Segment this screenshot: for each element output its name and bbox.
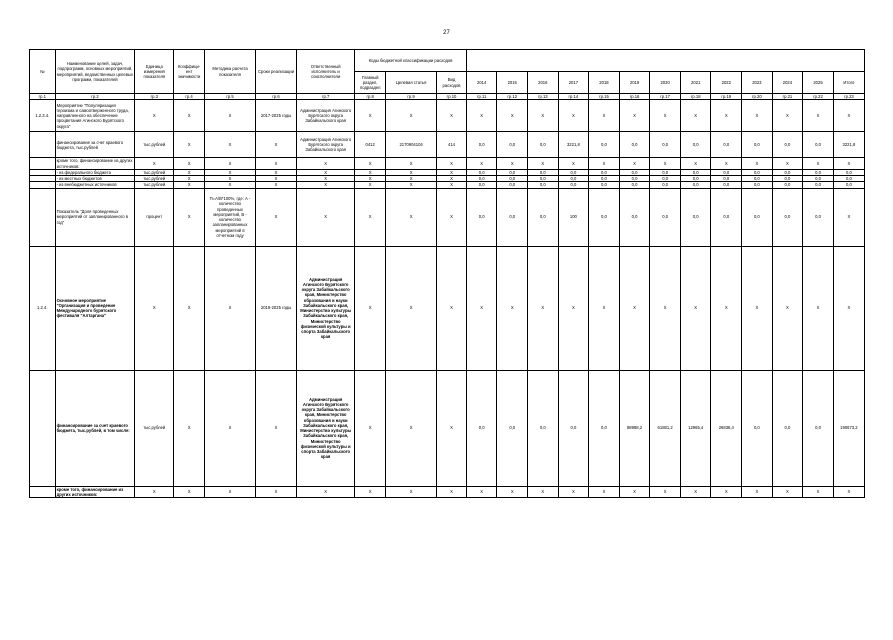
column-number-cell: гр.8 (355, 94, 386, 100)
table-cell: 0,0 (497, 169, 528, 175)
table-cell: Х (386, 188, 437, 246)
table-cell: Х (437, 100, 467, 132)
table-row (30, 486, 865, 498)
column-number-cell: гр.10 (437, 94, 467, 100)
table-cell: Х (619, 486, 650, 498)
table-cell: 0,0 (772, 188, 803, 246)
col-header-year: 2015 (497, 72, 528, 94)
table-cell: Х (355, 100, 386, 132)
table-cell: 0,0 (589, 188, 620, 246)
table-cell: Х (135, 158, 174, 170)
table-cell: тыс.рублей (135, 176, 174, 182)
column-number-cell: гр.13 (528, 94, 559, 100)
table-cell: Х (803, 246, 834, 370)
table-cell: 0,0 (528, 182, 559, 188)
table-cell: 0,0 (619, 188, 650, 246)
table-cell: Х (650, 246, 681, 370)
table-cell: 0,0 (803, 182, 834, 188)
table-cell: Администрация Агинского Бурятского округа Забайкальского края (297, 100, 355, 132)
table-cell: Х (135, 486, 174, 498)
table-cell: Х (174, 169, 205, 175)
col-header-year: 2019 (619, 72, 650, 94)
table-cell: 0,0 (803, 169, 834, 175)
table-cell: 0,0 (497, 176, 528, 182)
table-cell: Х (297, 182, 355, 188)
table-cell: 0,0 (650, 176, 681, 182)
table-cell: 3221,8 (833, 132, 864, 158)
table-cell: 1.2.3.4. (30, 100, 56, 132)
table-cell: Х (204, 176, 255, 182)
table-cell: Х (174, 100, 205, 132)
table-cell: Х (386, 100, 437, 132)
col-header-coef: Коэффици-ент значимости (174, 50, 205, 94)
table-cell: 0,0 (803, 370, 834, 486)
table-cell: Х (497, 158, 528, 170)
table-cell: Х (833, 158, 864, 170)
table-row (30, 188, 865, 246)
table-cell: Х (437, 169, 467, 175)
col-header-year: 2023 (742, 72, 773, 94)
table-cell: Х (466, 158, 497, 170)
table-cell: Х (742, 246, 773, 370)
table-cell: 0,0 (742, 176, 773, 182)
table-cell: 0,0 (833, 176, 864, 182)
table-cell: 61881,2 (650, 370, 681, 486)
col-header-total: Итого (833, 72, 864, 94)
table-cell: Х (256, 182, 297, 188)
col-header-year: 2021 (680, 72, 711, 94)
table-cell: 26838,4 (711, 370, 742, 486)
table-cell: 414 (437, 132, 467, 158)
table-cell: Х (204, 100, 255, 132)
table-cell: 0,0 (803, 188, 834, 246)
table-cell: Х (386, 158, 437, 170)
table-cell: Х (558, 246, 589, 370)
table-cell: Х (256, 370, 297, 486)
column-number-cell: гр.21 (772, 94, 803, 100)
table-cell: Х (297, 158, 355, 170)
table-cell: 0,0 (528, 188, 559, 246)
table-cell: Х (497, 246, 528, 370)
table-cell: 0,0 (772, 132, 803, 158)
column-number-cell: гр.14 (558, 94, 589, 100)
table-cell: Х (650, 158, 681, 170)
table-cell: 0,0 (466, 370, 497, 486)
table-cell: 0,0 (742, 182, 773, 188)
table-cell: Х (528, 486, 559, 498)
table-cell: Х (437, 486, 467, 498)
table-cell: Х (803, 486, 834, 498)
table-cell: Х (204, 182, 255, 188)
table-cell: Х (711, 100, 742, 132)
table-cell (30, 188, 56, 246)
table-cell: Х (355, 486, 386, 498)
table-cell: 0,0 (528, 132, 559, 158)
table-cell: Х (650, 486, 681, 498)
table-cell: Х (386, 486, 437, 498)
table-row (30, 132, 865, 158)
table-cell: Х (174, 370, 205, 486)
table-cell: Х (497, 100, 528, 132)
col-header-method: Методика расчета показателя (204, 50, 255, 94)
column-number-cell: гр.2 (55, 94, 135, 100)
table-cell: Х (437, 182, 467, 188)
table-cell (30, 158, 56, 170)
table-cell: 0,0 (680, 182, 711, 188)
table-cell: процент (135, 188, 174, 246)
table-row (30, 246, 865, 370)
table-cell: 0,0 (466, 132, 497, 158)
table-cell: Х (711, 486, 742, 498)
col-header-term: Сроки реализации (256, 50, 297, 94)
column-number-cell: гр.6 (256, 94, 297, 100)
table-cell: Х (256, 486, 297, 498)
table-cell: Х (772, 100, 803, 132)
table-cell: 0,0 (558, 176, 589, 182)
column-number-cell: гр.19 (711, 94, 742, 100)
table-cell: 0,0 (619, 132, 650, 158)
table-cell: 0,0 (589, 132, 620, 158)
col-header-razdel: Главный раздел, подраздел (355, 72, 386, 94)
table-cell: тыс.рублей (135, 169, 174, 175)
table-cell (30, 370, 56, 486)
table-cell: Х (466, 246, 497, 370)
table-cell: 0,0 (742, 370, 773, 486)
table-cell: 2170904104 (386, 132, 437, 158)
row-label-cell: финансирование за счет краевого бюджета, тыс.рублей, в том числе: (55, 370, 135, 486)
row-label-cell: - из федерального бюджета (55, 169, 135, 175)
table-cell: Х (437, 176, 467, 182)
table-cell: 0,0 (742, 132, 773, 158)
table-cell: Х (803, 158, 834, 170)
table-cell: Х (558, 100, 589, 132)
table-cell: 0,0 (589, 176, 620, 182)
table-cell: Х (174, 158, 205, 170)
row-label-cell: кроме того, финансирование из других источников: (55, 486, 135, 498)
row-label-cell: Основное мероприятие "Организация и проведение Международного бурятского фестиваля "Алтаргана" (55, 246, 135, 370)
table-cell: Х (174, 246, 205, 370)
table-cell: 0,0 (711, 182, 742, 188)
table-cell: Х (256, 188, 297, 246)
table-cell: Х (386, 182, 437, 188)
table-cell: 0,0 (558, 182, 589, 188)
table-cell: Х (680, 158, 711, 170)
table-cell: Х (204, 246, 255, 370)
table-cell: Х (386, 176, 437, 182)
column-number-cell: гр.7 (297, 94, 355, 100)
table-cell: 0412 (355, 132, 386, 158)
col-header-year: 2025 (803, 72, 834, 94)
table-cell: Администрация Агинского Бурятского округа Забайкальского края, Министерство образования и науки Забайкальского края, Министерство культуры Забайкальского края, Министерство физической культуры и спорта Забайкальского края (297, 246, 355, 370)
table-cell: 0,0 (680, 176, 711, 182)
table-cell (30, 486, 56, 498)
table-cell: 0,0 (528, 169, 559, 175)
table-cell: Х (589, 486, 620, 498)
table-cell: Х (528, 246, 559, 370)
col-header-years-empty (466, 50, 864, 72)
table-cell: 0,0 (497, 370, 528, 486)
table-cell: 0,0 (772, 182, 803, 188)
table-cell: 0,0 (466, 176, 497, 182)
column-number-cell: гр.11 (466, 94, 497, 100)
column-number-cell: гр.20 (742, 94, 773, 100)
table-cell: 0,0 (680, 132, 711, 158)
table-cell: 0,0 (803, 176, 834, 182)
table-cell: Х (437, 246, 467, 370)
table-cell: Х (174, 188, 205, 246)
table-cell: Х (437, 158, 467, 170)
table-cell: Администрация Агинского Бурятского округа Забайкальского края (297, 132, 355, 158)
table-cell: Х (680, 486, 711, 498)
table-cell: Х (135, 246, 174, 370)
table-cell: 0,0 (711, 169, 742, 175)
row-label-cell: - из местных бюджетов (55, 176, 135, 182)
table-row (30, 370, 865, 486)
table-cell: Х (204, 486, 255, 498)
table-cell (30, 132, 56, 158)
table-cell: Х (803, 100, 834, 132)
table-cell: Х (256, 169, 297, 175)
table-cell: Х (386, 370, 437, 486)
table-cell: Х (466, 486, 497, 498)
col-header-year: 2014 (466, 72, 497, 94)
table-cell: 0,0 (497, 132, 528, 158)
table-cell: Х (256, 176, 297, 182)
col-header-kbk: Коды бюджетной классификации расходов (355, 50, 467, 72)
table-cell: 0,0 (619, 169, 650, 175)
col-header-unit: Единица измерения показателя (135, 50, 174, 94)
table-cell: 0,0 (619, 176, 650, 182)
table-cell: 0,0 (558, 370, 589, 486)
table-cell: Х (437, 370, 467, 486)
table-cell: Х (355, 370, 386, 486)
col-header-year: 2024 (772, 72, 803, 94)
table-cell: 0,0 (466, 169, 497, 175)
table-cell: Х (466, 100, 497, 132)
table-cell: Х (833, 486, 864, 498)
table-cell: Х (174, 132, 205, 158)
table-cell: 0,0 (680, 169, 711, 175)
table-cell: 0,0 (711, 176, 742, 182)
table-cell: Х (619, 100, 650, 132)
table-cell: Администрация Агинского Бурятского округа Забайкальского края, Министерство образования и науки Забайкальского края, Министерство культуры Забайкальского края, Министерство физической культуры и спорта Забайкальского края (297, 370, 355, 486)
table-cell: Х (355, 158, 386, 170)
table-cell: Х (772, 158, 803, 170)
page-number: 27 (443, 30, 450, 36)
table-cell: 0,0 (772, 370, 803, 486)
table-cell: Х (256, 132, 297, 158)
table-cell: Х (833, 100, 864, 132)
table-cell: Х (174, 182, 205, 188)
table-cell: Х (174, 176, 205, 182)
table-cell: 0,0 (650, 132, 681, 158)
table-cell: Х (204, 370, 255, 486)
row-label-cell: Показатель "Доля проведенных мероприятий от запланированного в год" (55, 188, 135, 246)
table-cell: 0,0 (558, 169, 589, 175)
column-number-cell: гр.4 (174, 94, 205, 100)
col-header-year: 2018 (589, 72, 620, 94)
col-header-year: 2022 (711, 72, 742, 94)
table-cell: 190673,2 (833, 370, 864, 486)
col-header-year: 2016 (528, 72, 559, 94)
table-cell: Х (355, 176, 386, 182)
column-number-cell: гр.9 (386, 94, 437, 100)
table-cell: тыс.рублей (135, 370, 174, 486)
table-cell: Х (833, 188, 864, 246)
table-cell: 0,0 (772, 169, 803, 175)
col-header-vid: Вид расходов (437, 72, 467, 94)
table-cell: 0,0 (466, 188, 497, 246)
table-cell: 0,0 (711, 132, 742, 158)
table-cell: 0,0 (742, 188, 773, 246)
table-cell: Х (589, 100, 620, 132)
column-number-cell: гр.18 (680, 94, 711, 100)
table-cell: 12965,4 (680, 370, 711, 486)
table-cell: 0,0 (466, 182, 497, 188)
column-number-cell: гр.12 (497, 94, 528, 100)
table-cell: Х (558, 158, 589, 170)
table-cell: 0,0 (742, 169, 773, 175)
column-number-cell: гр.3 (135, 94, 174, 100)
row-label-cell: кроме того, финансирование из других источников: (55, 158, 135, 170)
table-cell: 0,0 (680, 188, 711, 246)
table-cell: Х (497, 486, 528, 498)
table-cell: Х (386, 169, 437, 175)
table-cell: Х (680, 246, 711, 370)
col-header-year: 2020 (650, 72, 681, 94)
table-cell: Х (355, 246, 386, 370)
table-cell: Х (680, 100, 711, 132)
table-cell: Х (355, 188, 386, 246)
table-cell: Х (297, 486, 355, 498)
table-row (30, 158, 865, 170)
table-cell: Х (355, 169, 386, 175)
column-number-cell: гр.5 (204, 94, 255, 100)
table-cell: Х (204, 132, 255, 158)
column-number-cell: гр.23 (833, 94, 864, 100)
row-label-cell: финансирование за счет краевого бюджета, тыс.рублей (55, 132, 135, 158)
table-cell: Х (135, 100, 174, 132)
col-header-name: Наименование целей, задач, подпрограмм, основных мероприятий, мероприятий, ведомственных целевых программ, показателей (55, 50, 135, 94)
table-cell: 0,0 (619, 182, 650, 188)
table-cell: П=А/В*100%, где: А - количество проведенных мероприятий, В - количество запланированных мероприятий в отчетном году (204, 188, 255, 246)
column-number-cell: гр.22 (803, 94, 834, 100)
table-cell: 0,0 (589, 182, 620, 188)
table-cell: Х (528, 100, 559, 132)
table-cell: Х (589, 246, 620, 370)
column-number-cell: гр.1 (30, 94, 56, 100)
table-cell: Х (558, 486, 589, 498)
table-cell: 1.2.4. (30, 246, 56, 370)
table-cell: 0,0 (650, 182, 681, 188)
column-number-cell: гр.15 (589, 94, 620, 100)
table-cell: Х (386, 246, 437, 370)
table-cell: 100 (558, 188, 589, 246)
col-header-year: 2017 (558, 72, 589, 94)
table-cell: Х (528, 158, 559, 170)
table-cell: Х (650, 100, 681, 132)
table-cell: 0,0 (528, 370, 559, 486)
table-cell: 0,0 (497, 182, 528, 188)
col-header-no: № (30, 50, 56, 94)
table-cell: 2017-2025 годы (256, 100, 297, 132)
table-cell: Х (297, 188, 355, 246)
col-header-resp: Ответственный исполнитель и соисполнители (297, 50, 355, 94)
table-row (30, 100, 865, 132)
table-cell: Х (742, 100, 773, 132)
table-cell: 2019-2025 годы (256, 246, 297, 370)
table-cell: 0,0 (650, 169, 681, 175)
table-cell: Х (742, 158, 773, 170)
table-cell: 0,0 (711, 188, 742, 246)
table-cell: Х (256, 158, 297, 170)
col-header-stat: Целевая статья (386, 72, 437, 94)
table-cell: Х (204, 169, 255, 175)
table-cell: 0,0 (650, 188, 681, 246)
table-cell: Х (833, 246, 864, 370)
table-cell: 0,0 (497, 188, 528, 246)
row-label-cell: - из внебюджетных источников (55, 182, 135, 188)
table-cell: 0,0 (589, 370, 620, 486)
table-cell: Х (355, 182, 386, 188)
table-cell: Х (711, 158, 742, 170)
table-cell: Х (772, 486, 803, 498)
table-cell: Х (437, 188, 467, 246)
table-cell: Х (742, 486, 773, 498)
table-cell: 0,0 (803, 132, 834, 158)
column-number-cell: гр.16 (619, 94, 650, 100)
table-cell: Х (204, 158, 255, 170)
table-cell: 0,0 (833, 182, 864, 188)
column-number-cell: гр.17 (650, 94, 681, 100)
table-cell: 0,0 (772, 176, 803, 182)
table-cell: Х (297, 176, 355, 182)
table-cell: 0,0 (528, 176, 559, 182)
table-cell: 0,0 (833, 169, 864, 175)
table-cell: Х (589, 158, 620, 170)
row-label-cell: Мероприятие "Популяризация героизма и самоотверженного труда, направленного на обеспечение процветания Агинского Бурятского округа" (55, 100, 135, 132)
table-cell: Х (772, 246, 803, 370)
table-cell: Х (174, 486, 205, 498)
table-cell: Х (619, 158, 650, 170)
table-cell: 3221,8 (558, 132, 589, 158)
table-cell: тыс.рублей (135, 132, 174, 158)
table-cell: 0,0 (589, 169, 620, 175)
table-cell: Х (711, 246, 742, 370)
table-cell: тыс.рублей (135, 182, 174, 188)
table-cell: Х (297, 169, 355, 175)
table-cell: Х (619, 246, 650, 370)
budget-table (29, 49, 865, 498)
table-cell: 88988,2 (619, 370, 650, 486)
